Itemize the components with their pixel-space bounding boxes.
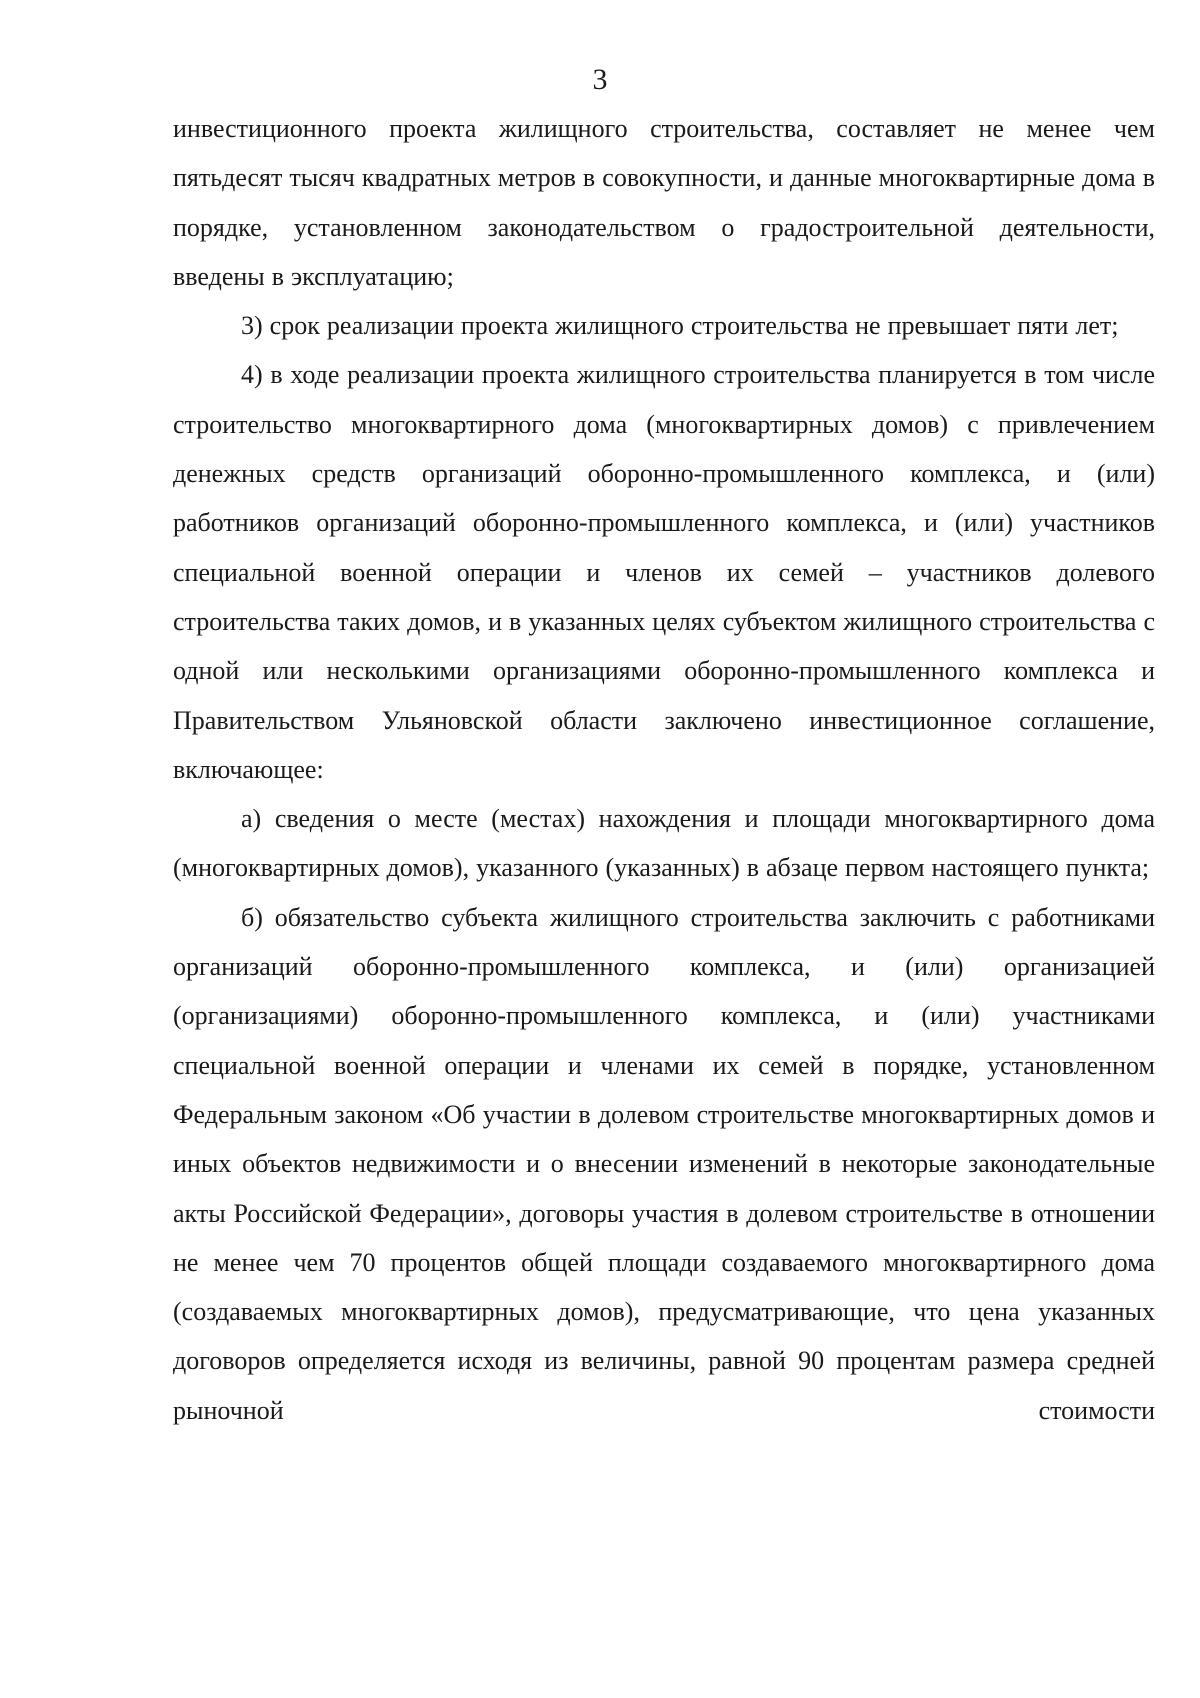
paragraph-item-4: 4) в ходе реализации проекта жилищного строительства планируется в том числе строительство многоквартирного дома (многоквартирных домов) с привлечением денежных средств организаций оборонно-промышленного комплекса, и (или) работников организаций оборонно-промышленного комплекса, и (или) участников специальной военной операции и членов их семей – участников долевого строительства таких домов, и в указанных целях субъектом жилищного строительства с одной или несколькими организациями оборонно-промышленного комплекса и Правительством Ульяновской области заключено инвестиционное соглашение, включающее: [173,360,1155,784]
page-number: 3 [592,63,608,96]
paragraph-continuation: инвестиционного проекта жилищного строительства, составляет не менее чем пятьдесят тысяч квадратных метров в совокупности, и данные многоквартирные дома в порядке, установленном законодательством о градостроительной деятельности, введены в эксплуатацию; [173,114,1155,291]
paragraph-subitem-a: а) сведения о месте (местах) нахождения и площади многоквартирного дома (многоквартирных домов), указанного (указанных) в абзаце первом настоящего пункта; [173,804,1155,883]
paragraph-subitem-b: б) обязательство субъекта жилищного строительства заключить с работниками организаций оборонно-промышленного комплекса, и (или) организацией (организациями) оборонно-промышленного комплекса, и (или) участниками специальной военной операции и членами их семей в порядке, установленном Федеральным законом «Об участии в долевом строительстве многоквартирных домов и иных объектов недвижимости и о внесении изменений в некоторые законодательные акты Российской Федерации», договоры участия в долевом строительстве в отношении не менее чем 70 процентов общей площади создаваемого многоквартирного дома (создаваемых многоквартирных домов), предусматривающие, что цена указанных договоров определяется исходя из величины, равной 90 процентам размера средней рыночной стоимости [173,902,1155,1425]
paragraph-item-3: 3) срок реализации проекта жилищного строительства не превышает пяти лет; [241,311,1119,341]
document-body [173,104,1155,1435]
